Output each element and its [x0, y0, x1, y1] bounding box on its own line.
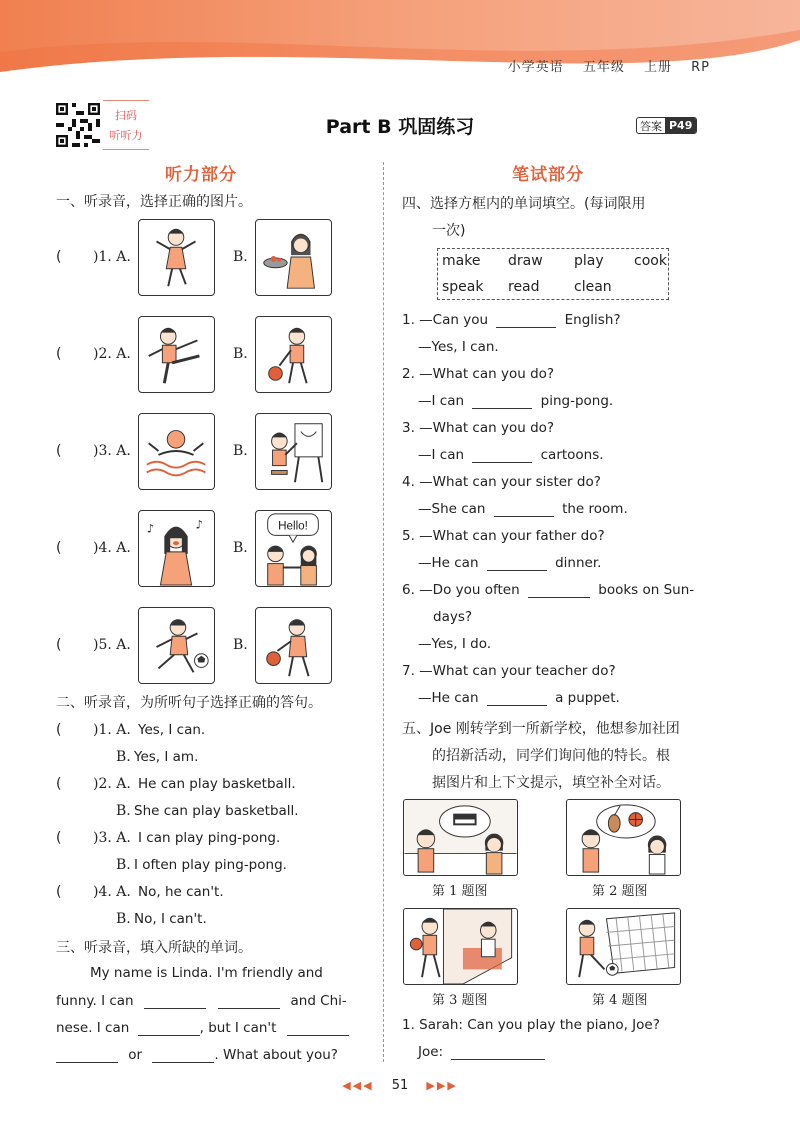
q1-b-label: B.: [233, 637, 248, 653]
q1-b-label: B.: [233, 443, 248, 459]
q2-option-b: She can play basketball.: [134, 803, 299, 819]
series-volume: 上册: [643, 60, 672, 75]
q3-text: , but I can't: [199, 1020, 277, 1036]
q2-option-a: I can play ping-pong.: [138, 830, 281, 846]
q2-option-b-label: B.: [116, 803, 131, 819]
q3-instruction: 三、听录音，填入所缺的单词。: [56, 940, 252, 956]
page-footer: [0, 1078, 800, 1093]
blank-input[interactable]: [472, 449, 532, 463]
option-a-image-football[interactable]: [138, 607, 215, 684]
q4-text: the room.: [562, 501, 628, 517]
q2-item-num: )2. A.: [93, 776, 131, 792]
q4-item-5-question: 5. —What can your father do?: [402, 528, 605, 544]
series-edition: RP: [691, 60, 710, 75]
q4-text: —He can: [418, 555, 479, 571]
q2-option-b: Yes, I am.: [134, 749, 199, 765]
q3-line-2: [56, 993, 347, 1009]
option-a-image-swimming[interactable]: [138, 413, 215, 490]
q4-text: 1. —Can you: [402, 312, 489, 328]
option-a-image-singing[interactable]: [138, 510, 215, 587]
q3-line-3: [56, 1020, 349, 1036]
word-bank: [437, 248, 669, 300]
q4-instruction-2: 一次): [432, 223, 466, 239]
q4-item-4-answer: [418, 501, 628, 517]
q2-option-b-label: B.: [116, 749, 131, 765]
answer-paren[interactable]: (: [56, 346, 62, 362]
q5-text: Joe:: [418, 1044, 444, 1060]
word-bank-item: speak: [442, 279, 484, 295]
option-b-image-dribbling[interactable]: [255, 607, 332, 684]
scan-label-1: 扫码: [115, 109, 137, 122]
q4-item-4-question: 4. —What can your sister do?: [402, 474, 601, 490]
q2-option-a: No, he can't.: [138, 884, 224, 900]
blank-input[interactable]: [138, 1022, 200, 1036]
svg-text:♪: ♪: [195, 517, 203, 532]
q4-item-3-answer: [418, 447, 604, 463]
q4-text: —She can: [418, 501, 486, 517]
page-number: 51: [391, 1078, 409, 1093]
q5-instruction-3: 据图片和上下文提示，填空补全对话。: [432, 775, 670, 791]
q2-option-b: I often play ping-pong.: [134, 857, 287, 873]
q4-instruction-1: 四、选择方框内的单词填空。(每词限用: [402, 196, 646, 212]
q5-caption-3: 第 3 题图: [432, 993, 488, 1008]
q1-item-num: )5. A.: [93, 637, 131, 653]
option-b-image-basketball[interactable]: [255, 316, 332, 393]
q4-item-6-question-cont: days?: [433, 609, 473, 625]
word-bank-item: read: [508, 279, 540, 295]
answer-paren[interactable]: (: [56, 637, 62, 653]
scan-label-2: 听听力: [109, 129, 143, 142]
answer-paren[interactable]: (: [56, 540, 62, 556]
q4-item-2-question: 2. —What can you do?: [402, 366, 555, 382]
q1-item-num: )2. A.: [93, 346, 131, 362]
blank-input[interactable]: [56, 1049, 118, 1063]
q5-scene-3-basketball: [403, 908, 518, 985]
q4-text: dinner.: [555, 555, 602, 571]
answer-paren[interactable]: (: [56, 443, 62, 459]
listening-section-title: 听力部分: [165, 165, 237, 185]
q4-text: cartoons.: [540, 447, 604, 463]
q4-item-3-question: 3. —What can you do?: [402, 420, 555, 436]
q5-instruction-1: 五、Joe 刚转学到一所新学校，他想参加社团: [402, 721, 680, 737]
q1-item-num: )1. A.: [93, 249, 131, 265]
header-banner: [0, 0, 800, 95]
answer-page-tag: [636, 117, 697, 134]
blank-input[interactable]: [494, 503, 554, 517]
word-bank-item: cook: [634, 253, 667, 269]
q5-line-2: [418, 1044, 545, 1060]
q5-caption-2: 第 2 题图: [592, 884, 648, 899]
q4-item-5-answer: [418, 555, 601, 571]
q5-line-1: 1. Sarah: Can you play the piano, Joe?: [402, 1017, 660, 1033]
option-a-image-dancing[interactable]: [138, 219, 215, 296]
option-b-image-drawing[interactable]: [255, 413, 332, 490]
page-title: Part B 巩固练习: [325, 116, 475, 138]
blank-input[interactable]: [451, 1046, 545, 1060]
q2-option-a: Yes, I can.: [138, 722, 206, 738]
answer-label: 答案: [640, 119, 662, 133]
q3-text: or: [128, 1047, 143, 1063]
q4-item-7-question: 7. —What can your teacher do?: [402, 663, 616, 679]
q2-option-b-label: B.: [116, 857, 131, 873]
word-bank-item: draw: [508, 253, 543, 269]
answer-paren[interactable]: (: [56, 776, 62, 792]
q4-item-2-answer: [418, 393, 613, 409]
q3-line-1: My name is Linda. I'm friendly and: [90, 965, 323, 981]
blank-input[interactable]: [218, 995, 280, 1009]
svg-text:♪: ♪: [146, 521, 155, 536]
answer-paren[interactable]: (: [56, 830, 62, 846]
answer-paren[interactable]: (: [56, 722, 62, 738]
word-bank-item: clean: [574, 279, 612, 295]
series-subject: 小学英语: [507, 60, 564, 75]
q4-text: books on Sun-: [598, 582, 695, 598]
q4-text: a puppet.: [555, 690, 620, 706]
q5-instruction-2: 的招新活动，同学们询问他的特长。根: [432, 748, 670, 764]
q5-scene-4-football: [566, 908, 681, 985]
q1-item-num: )3. A.: [93, 443, 131, 459]
q5-caption-4: 第 4 题图: [592, 993, 648, 1008]
q5-scene-1-piano: [403, 799, 518, 876]
q1-b-label: B.: [233, 249, 248, 265]
q2-item-num: )1. A.: [93, 722, 131, 738]
option-a-image-kungfu[interactable]: [138, 316, 215, 393]
blank-input[interactable]: [144, 995, 206, 1009]
blank-input[interactable]: [487, 557, 547, 571]
writing-section-title: 笔试部分: [512, 165, 584, 185]
q4-text: —I can: [418, 393, 465, 409]
q4-text: —I can: [418, 447, 465, 463]
blank-input[interactable]: [152, 1049, 214, 1063]
q4-item-6-answer: —Yes, I do.: [418, 636, 492, 652]
word-bank-item: play: [574, 253, 604, 269]
q4-text: ping-pong.: [540, 393, 614, 409]
q2-option-b: No, I can't.: [134, 911, 207, 927]
blank-input[interactable]: [487, 692, 547, 706]
answer-paren[interactable]: (: [56, 249, 62, 265]
q1-b-label: B.: [233, 346, 248, 362]
q2-instruction: 二、听录音，为所听句子选择正确的答句。: [56, 695, 322, 711]
option-b-image-cooking[interactable]: [255, 219, 332, 296]
q3-text: nese. I can: [56, 1020, 130, 1036]
blank-input[interactable]: [287, 1022, 349, 1036]
q4-item-6-question: [402, 582, 694, 598]
q3-text: funny. I can: [56, 993, 134, 1009]
q1-instruction: 一、听录音，选择正确的图片。: [56, 194, 252, 210]
column-divider: [383, 162, 384, 1062]
q4-item-1-answer: —Yes, I can.: [418, 339, 499, 355]
q4-text: —He can: [418, 690, 479, 706]
q1-b-label: B.: [233, 540, 248, 556]
q5-caption-1: 第 1 题图: [432, 884, 488, 899]
q3-text: and Chi-: [290, 993, 347, 1009]
q2-item-num: )4. A.: [93, 884, 131, 900]
blank-input[interactable]: [528, 584, 590, 598]
q4-text: English?: [564, 312, 621, 328]
series-label: [494, 56, 710, 75]
speech-bubble-text: Hello!: [278, 519, 308, 533]
blank-input[interactable]: [496, 314, 556, 328]
q2-option-b-label: B.: [116, 911, 131, 927]
q5-scene-2-instruments: [566, 799, 681, 876]
q1-item-num: )4. A.: [93, 540, 131, 556]
next-page-arrows-icon[interactable]: ▶▶▶: [426, 1079, 458, 1092]
series-grade: 五年级: [582, 60, 625, 75]
q4-item-7-answer: [418, 690, 620, 706]
answer-page: P49: [665, 118, 696, 133]
q3-line-4: [56, 1047, 338, 1063]
blank-input[interactable]: [472, 395, 532, 409]
q4-text: 6. —Do you often: [402, 582, 520, 598]
q2-item-num: )3. A.: [93, 830, 131, 846]
q2-option-a: He can play basketball.: [138, 776, 296, 792]
answer-paren[interactable]: (: [56, 884, 62, 900]
word-bank-item: make: [442, 253, 481, 269]
q4-item-1-question: [402, 312, 621, 328]
q3-text: . What about you?: [214, 1047, 338, 1063]
prev-page-arrows-icon[interactable]: ◀◀◀: [342, 1079, 374, 1092]
option-b-image-speaking[interactable]: [255, 510, 332, 587]
